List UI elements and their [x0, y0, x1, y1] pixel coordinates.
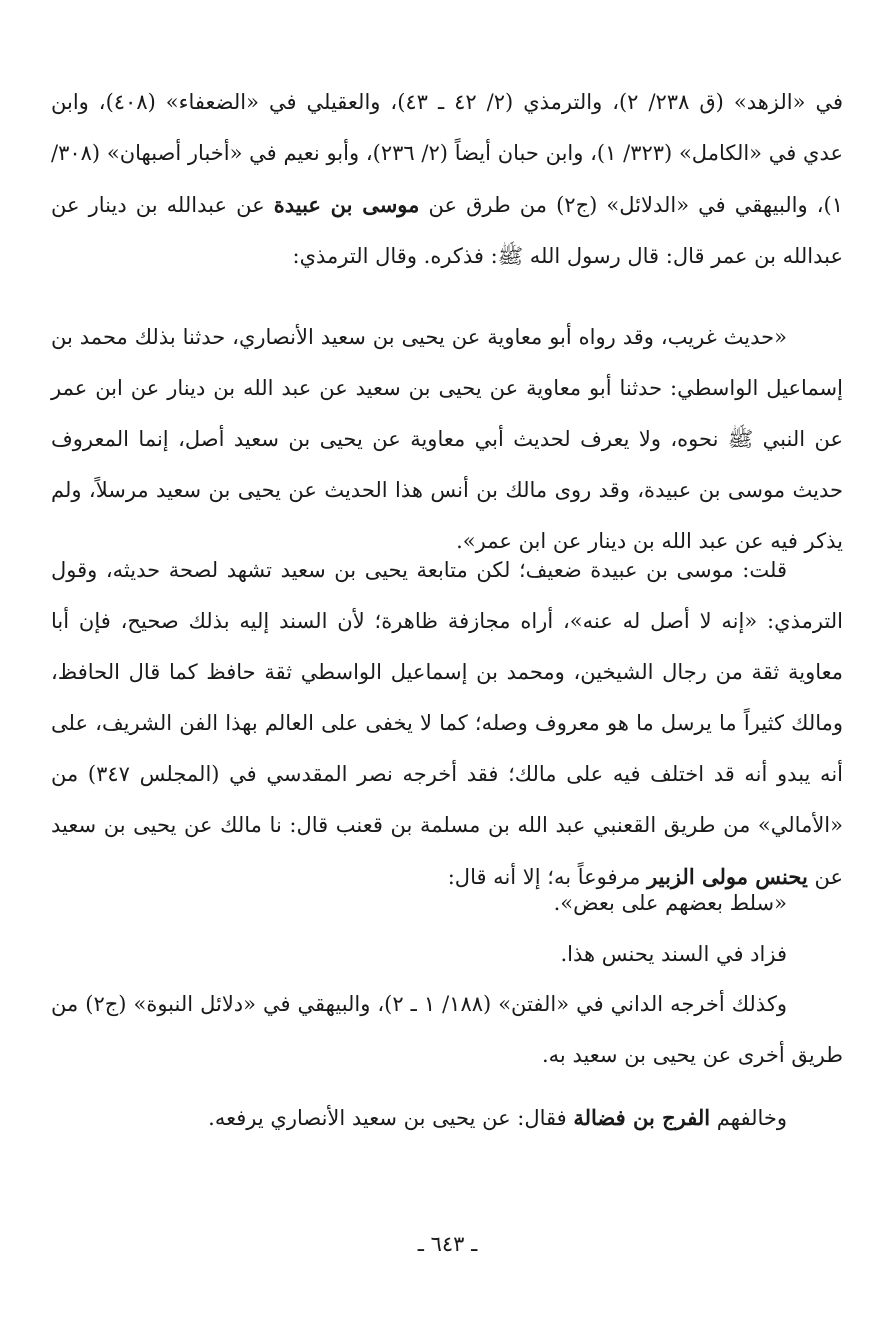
paragraph-commentary [51, 545, 843, 903]
paragraph-segment: قلت: موسى بن عبيدة ضعيف؛ لكن متابعة يحيى بن سعيد تشهد لصحة حديثه، وقول الترمذي: «إنه لا أصل له عنه»، أراه مجازفة ظاهرة؛ لأن السند إليه بذلك صحيح، فإن أبا معاوية ثقة من رجال الشيخين، ومحمد بن إسماعيل الواسطي ثقة حافظ كما قال الحافظ، ومالك كثيراً ما يرسل ما هو معروف وصله؛ كما لا يخفى على العالم بهذا الفن الشريف، على أنه يبدو أنه قد اختلف فيه على مالك؛ فقد أخرجه نصر المقدسي في (المجلس ٣٤٧) من «الأمالي» من طريق القعنبي عبد الله بن مسلمة بن قعنب قال: نا مالك عن يحيى بن سعيد عن [51, 558, 843, 889]
bold-narrator-name: الفرج بن فضالة [573, 1105, 711, 1130]
hadith-wording [51, 878, 843, 929]
chain-note [51, 929, 843, 980]
bold-narrator-name: يحنس مولى الزبير [647, 864, 808, 889]
paragraph-other-sources [51, 979, 843, 1081]
quote-text: «حديث غريب، وقد رواه أبو معاوية عن يحيى بن سعيد الأنصاري، حدثنا بذلك محمد بن إسماعيل الواسطي: حدثنا أبو معاوية عن يحيى بن سعيد عن عبد الله بن دينار عن ابن عمر عن النبي ﷺ نحوه، ولا يعرف لحديث أبي معاوية عن يحيى بن سعيد أصل، إنما المعروف حديث موسى بن عبيدة، وقد روى مالك بن أنس هذا الحديث عن يحيى بن سعيد مرسلاً، ولم يذكر فيه عن عبد الله بن دينار عن ابن عمر». [51, 325, 843, 553]
page-number: ـ ٦٤٣ ـ [417, 1232, 478, 1256]
paragraph-references [51, 77, 843, 282]
paragraph-segment: في «الزهد» (ق ٢٣٨/ ٢)، والترمذي (٢/ ٤٢ ـ ٤٣)، والعقيلي في «الضعفاء» (٤٠٨)، وابن عدي في «الكامل» (٣٢٣/ ١)، وابن حبان أيضاً (٢/ ٢٣٦)، وأبو نعيم في «أخبار أصبهان» (٣٠٨/ ١)، والبيهقي في «الدلائل» (ج٢) من طرق عن [51, 90, 844, 217]
paragraph-text [51, 77, 843, 282]
hadith-text: «سلط بعضهم على بعض». [553, 891, 787, 915]
paragraph-text: وكذلك أخرجه الداني في «الفتن» (١٨٨/ ١ ـ ٢)، والبيهقي في «دلائل النبوة» (ج٢) من طريق أخرى عن يحيى بن سعيد به. [51, 992, 843, 1067]
paragraph-segment: فقال: عن يحيى بن سعيد الأنصاري يرفعه. [208, 1106, 574, 1130]
paragraph-contradiction [51, 1092, 843, 1144]
bold-narrator-name: موسى بن عبيدة [273, 192, 420, 217]
paragraph-segment: عن عبدالله بن دينار عن عبدالله بن عمر قال: قال رسول الله ﷺ: فذكره. وقال الترمذي: [51, 193, 843, 268]
paragraph-segment: مرفوعاً به؛ إلا أنه قال: [447, 865, 648, 889]
paragraph-text [51, 545, 843, 903]
tirmidhi-quote [51, 312, 843, 567]
chain-note-text: فزاد في السند يحنس هذا. [560, 942, 787, 966]
paragraph-text [51, 1092, 843, 1144]
paragraph-segment: وخالفهم [710, 1106, 787, 1130]
